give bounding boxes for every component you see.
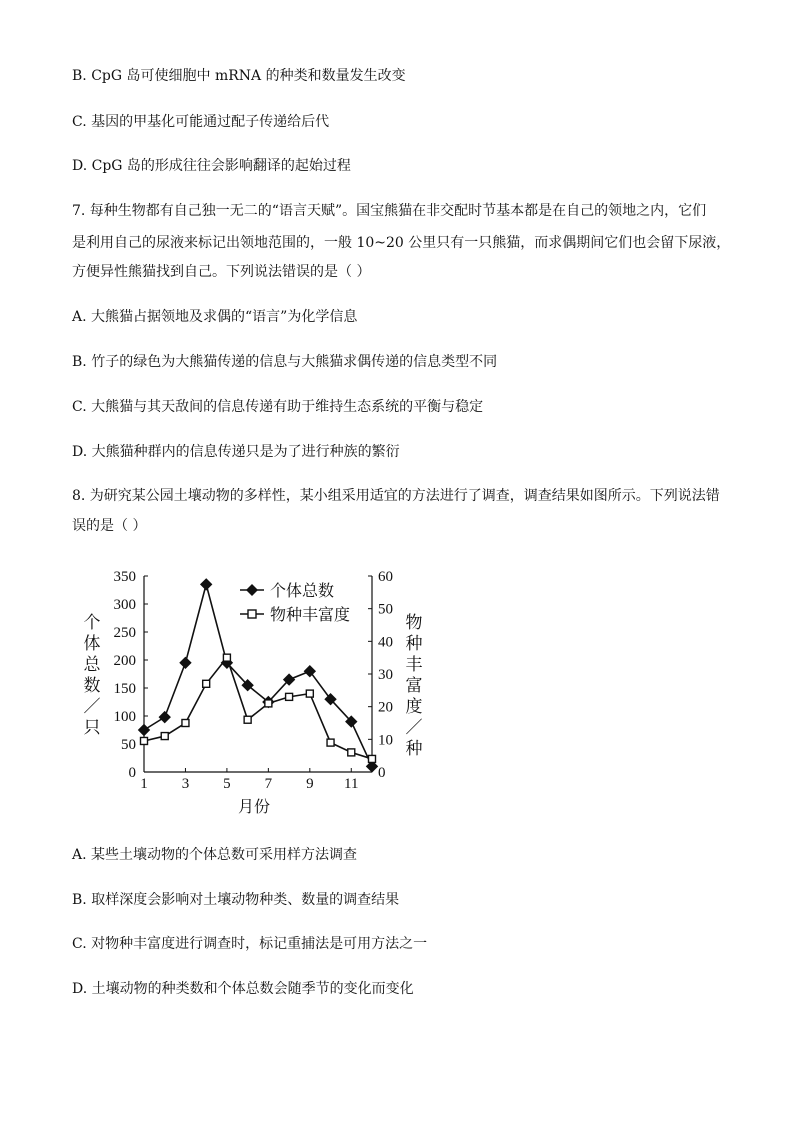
left-tick-label: 0	[128, 765, 136, 781]
x-axis-title: 月份	[237, 799, 271, 816]
legend-marker-species-richness	[248, 610, 256, 618]
q7-option-a: A. 大熊猫占据领地及求偶的“语言”为化学信息	[72, 309, 358, 325]
left-tick-label: 300	[113, 597, 136, 613]
soil-animal-chart	[72, 562, 432, 822]
q7-option-d: D. 大熊猫种群内的信息传递只是为了进行种族的繁衍	[72, 444, 400, 460]
species-richness-point	[203, 680, 210, 687]
total-count-point	[304, 666, 315, 677]
q6-option-c: C. 基因的甲基化可能通过配子传递给后代	[72, 114, 330, 130]
legend-label-species-richness: 物种丰富度	[270, 607, 351, 624]
right-axis-title: 物种丰富度／种	[405, 613, 423, 758]
x-tick-label: 1	[140, 776, 148, 792]
left-tick-label: 200	[113, 653, 136, 669]
q6-option-b: B. CpG 岛可使细胞中 mRNA 的种类和数量发生改变	[72, 68, 406, 84]
left-tick-label: 350	[113, 569, 136, 585]
species-richness-point	[348, 749, 355, 756]
q8-option-c: C. 对物种丰富度进行调查时，标记重捕法是可用方法之一	[72, 936, 428, 952]
x-tick-label: 3	[181, 776, 190, 792]
right-tick-label: 0	[378, 765, 386, 781]
left-tick-label: 150	[113, 681, 136, 697]
x-tick-label: 7	[264, 776, 273, 792]
species-richness-point	[244, 716, 251, 723]
x-tick-label: 9	[306, 776, 314, 792]
right-tick-label: 20	[378, 699, 393, 716]
x-tick-label: 5	[223, 776, 231, 792]
right-tick-label: 10	[378, 732, 393, 749]
species-richness-point	[306, 690, 313, 697]
q8-option-b: B. 取样深度会影响对土壤动物种类、数量的调查结果	[72, 892, 400, 908]
species-richness-point	[265, 700, 272, 707]
right-tick-label: 50	[378, 601, 393, 618]
q7-stem-line-3: 方便异性熊猫找到自己。下列说法错误的是（ ）	[72, 264, 371, 280]
series-line-species-richness	[144, 658, 372, 759]
left-tick-label: 100	[113, 709, 136, 725]
right-tick-label: 40	[378, 634, 393, 651]
legend-marker-total-count	[246, 584, 258, 596]
legend-label-total-count: 个体总数	[270, 583, 335, 600]
species-richness-point	[286, 693, 293, 700]
right-tick-label: 30	[378, 667, 393, 683]
q7-stem-line-1: 7. 每种生物都有自己独一无二的“语言天赋”。国宝熊猫在非交配时节基本都是在自己的领地之内，它们	[72, 203, 707, 219]
species-richness-point	[327, 739, 334, 746]
q8-stem-line-2: 误的是（ ）	[72, 518, 147, 534]
q8-option-d: D. 土壤动物的种类数和个体总数会随季节的变化而变化	[72, 981, 414, 997]
q6-option-d: D. CpG 岛的形成往往会影响翻译的起始过程	[72, 158, 351, 174]
species-richness-point	[223, 654, 230, 661]
left-tick-label: 250	[113, 625, 136, 641]
total-count-point	[159, 712, 170, 723]
species-richness-point	[369, 755, 376, 762]
q8-option-a: A. 某些土壤动物的个体总数可采用样方法调查	[72, 847, 358, 863]
total-count-point	[180, 657, 191, 668]
q7-option-b: B. 竹子的绿色为大熊猫传递的信息与大熊猫求偶传递的信息类型不同	[72, 354, 498, 370]
total-count-point	[139, 725, 150, 736]
q7-stem-line-2: 是利用自己的尿液来标记出领地范围的，一般 10~20 公里只有一只熊猫，而求偶期间它们也会留下尿液，	[72, 235, 731, 251]
species-richness-point	[161, 733, 168, 740]
left-axis-title: 个体总数／只	[83, 613, 101, 737]
x-tick-label: 11	[344, 776, 359, 792]
species-richness-point	[141, 737, 148, 744]
right-tick-label: 60	[378, 569, 393, 585]
q7-option-c: C. 大熊猫与其天敌间的信息传递有助于维持生态系统的平衡与稳定	[72, 399, 484, 415]
species-richness-point	[182, 720, 189, 727]
q8-stem-line-1: 8. 为研究某公园土壤动物的多样性，某小组采用适宜的方法进行了调查，调查结果如图所示。下列说法错	[72, 488, 720, 504]
left-tick-label: 50	[121, 737, 136, 753]
total-count-point	[201, 579, 212, 590]
